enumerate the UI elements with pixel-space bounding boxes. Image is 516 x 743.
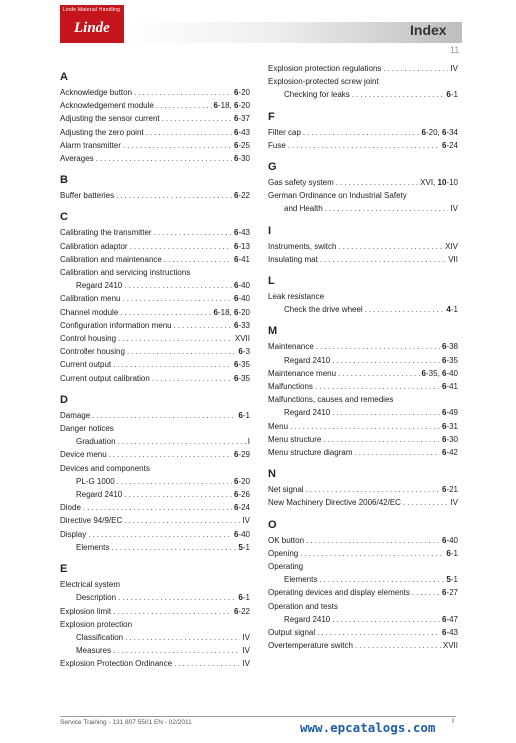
index-entry [60,448,250,461]
index-entry [268,446,458,459]
index-entry-term: Devices and components [60,463,150,473]
index-entry-term: Operating devices and display elements [268,588,410,598]
index-letter-heading: O [268,518,277,531]
dot-leader [124,488,232,501]
index-entry-term: Explosion Protection Ordinance [60,659,173,669]
dot-leader [134,86,232,99]
index-entry-term: Check the drive wheel [284,305,363,315]
index-entry-page-ref: 6-1 [238,410,250,420]
index-entry-page-ref: 6-20 [233,88,250,97]
dot-leader [96,152,232,165]
index-entry [60,618,250,631]
index-entry-page-ref: 6-35 [233,360,250,370]
index-entry-term: Adjusting the sensor current [60,114,160,124]
index-entry-term: Electrical system [60,580,121,590]
index-entry-term: Classification [76,632,124,642]
index-entry [268,176,458,189]
dot-leader [113,605,232,618]
index-entry-term: Description [76,593,117,603]
index-entry-page-ref: 6-40 [233,529,250,539]
index-entry-term: Calibration and servicing instructions [60,268,191,278]
index-entry [60,372,250,385]
index-entry-page-ref: 6-18, 6-20 [213,101,250,111]
index-entry [60,578,250,591]
index-entry-page-ref: 6-1 [446,90,458,100]
index-entry [268,75,458,88]
dot-leader [365,303,445,316]
index-entry [268,253,458,266]
index-entry [268,600,458,613]
index-entry [268,380,458,393]
index-entry-page-ref: 6-49 [441,408,458,418]
index-entry [268,139,458,152]
dot-leader [124,279,232,292]
linde-logo: Linde [74,20,110,36]
index-entry-term: Calibrating the transmitter [60,228,152,238]
dot-leader [383,62,448,75]
dot-leader [92,409,236,422]
index-entry [60,422,250,435]
index-entry [60,462,250,475]
index-entry-term: Net signal [268,485,304,495]
page-title: Index [410,22,447,38]
index-entry-term: Calibration adaptor [60,241,128,251]
index-entry-page-ref: 6-37 [233,114,250,124]
index-letter-heading: I [268,224,272,237]
index-entry [268,202,458,215]
index-entry [268,189,458,202]
index-entry-page-ref: 5-1 [446,575,458,585]
index-entry-term: Acknowledgement module [60,101,154,111]
index-entry-page-ref: 6-24 [233,503,250,513]
index-entry [60,644,250,657]
index-entry-page-ref: IV [242,646,250,656]
index-entry-page-ref: XVII [234,334,250,344]
dot-leader [117,475,232,488]
index-entry-page-ref: 6-35 [441,355,458,365]
index-entry-term: Regard 2410 [284,355,331,365]
index-letter-heading: L [268,275,275,288]
index-entry-term: Filter cap [268,127,301,137]
index-entry-term: New Machinery Directive 2006/42/EC [268,498,401,508]
dot-leader [123,139,232,152]
index-entry-term: Calibration menu [60,294,121,304]
dot-leader [125,631,240,644]
dot-leader [156,99,212,112]
index-entry-page-ref: 6-1 [238,593,250,603]
index-entry [60,112,250,125]
index-entry-term: Danger notices [60,424,114,434]
dot-leader [315,380,440,393]
index-entry-page-ref: 6-31 [441,421,458,431]
dot-leader [174,319,232,332]
footer-doc-info: Service Training - 131 807 5501 EN - 02/2011 [60,719,192,726]
index-entry-page-ref: 6-3 [238,347,250,357]
index-entry-page-ref: 6-43 [441,628,458,638]
index-entry-term: Current output [60,360,112,370]
dot-leader [118,435,246,448]
dot-leader [290,420,440,433]
index-entry-page-ref: XIV [445,241,458,251]
index-entry-page-ref: 6-43 [233,127,250,137]
index-entry-page-ref: 6-35 [233,373,250,383]
index-entry-page-ref: 6-22 [233,191,250,201]
index-entry-term: PL-G 1000 [76,476,115,486]
index-entry-page-ref: 6-29 [233,450,250,460]
index-entry-page-ref: 6-47 [441,614,458,624]
index-letter-heading: M [268,325,278,338]
index-entry-term: German Ordinance on Industrial Safety [268,191,407,201]
index-entry-term: Graduation [76,437,116,447]
dot-leader [320,253,446,266]
dot-leader [332,406,440,419]
index-entry [268,406,458,419]
index-entry-term: Controller housing [60,347,125,357]
index-entry-term: Overtemperature switch [268,641,353,651]
index-entry [60,488,250,501]
index-entry-term: Channel module [60,307,119,317]
dot-leader [154,226,232,239]
index-entry-term: Gas safety system [268,178,334,188]
dot-leader [164,253,232,266]
linde-logo-block [60,5,124,43]
index-entry-term: Malfunctions [268,382,313,392]
dot-leader [116,189,232,202]
index-entry-term: Explosion protection [60,619,133,629]
dot-leader [316,340,440,353]
dot-leader [83,501,232,514]
index-entry-term: Device menu [60,450,107,460]
index-entry-term: Elements [284,575,318,585]
index-letter-heading: A [60,71,68,83]
page-header [0,0,516,55]
index-entry [60,240,250,253]
dot-leader [325,202,449,215]
index-entry [60,514,250,527]
index-entry-term: Leak resistance [268,292,325,302]
dot-leader [120,306,211,319]
index-column-left [60,62,250,671]
index-entry-page-ref: 6-40 [441,535,458,545]
index-entry-page-ref: IV [242,516,250,526]
index-entry-page-ref: 6-1 [446,548,458,558]
index-entry [268,393,458,406]
index-entry-page-ref: 6-40 [233,294,250,304]
index-entry-page-ref: IV [242,659,250,669]
index-entry [60,345,250,358]
footer-page-number: I [452,718,454,725]
dot-leader [124,514,240,527]
index-entry [60,226,250,239]
footer-divider [60,716,456,717]
index-entry-page-ref: 5-1 [238,542,250,552]
index-entry-term: Maintenance menu [268,368,337,378]
index-entry-page-ref: 6-40 [233,281,250,291]
index-entry-page-ref: 6-24 [441,140,458,150]
dot-leader [122,292,232,305]
watermark-url[interactable]: www.epcatalogs.com [300,720,436,735]
index-entry [268,126,458,139]
index-entry-term: Explosion protection regulations [268,64,382,73]
index-entry-term: Configuration information menu [60,320,172,330]
index-entry-term: and Health [284,204,323,214]
index-entry-term: Control housing [60,334,117,344]
dot-leader [319,573,444,586]
page-top-number: 11 [450,45,460,55]
dot-leader [354,446,440,459]
dot-leader [306,483,440,496]
index-entry-term: Fuse [268,140,286,150]
index-entry [268,586,458,599]
index-entry [60,86,250,99]
index-entry [60,605,250,618]
dot-leader [300,547,444,560]
dot-leader [109,448,232,461]
index-entry-page-ref: IV [242,632,250,642]
index-entry [60,99,250,112]
index-letter-heading: B [60,174,68,187]
index-entry-term: OK button [268,535,305,545]
index-entry-term: Alarm transmitter [60,140,121,150]
index-entry [60,152,250,165]
index-entry [268,62,458,75]
index-letter-heading: F [268,110,275,123]
index-entry-term: Buffer batteries [60,191,115,201]
index-entry-term: Display [60,529,87,539]
dot-leader [113,644,240,657]
index-entry [268,547,458,560]
dot-leader [152,372,232,385]
index-column-right [268,62,458,653]
index-entry [60,501,250,514]
index-entry [268,290,458,303]
dot-leader [323,433,440,446]
dot-leader [111,541,236,554]
index-entry [60,253,250,266]
index-entry-term: Insulating mat [268,254,318,264]
index-entry-term: Adjusting the zero point [60,127,144,137]
index-entry [60,332,250,345]
index-entry-term: Explosion-protected screw joint [268,77,379,87]
dot-leader [412,586,440,599]
index-letter-heading: E [60,563,68,576]
index-entry-page-ref: 6-26 [233,490,250,500]
index-entry [268,483,458,496]
index-entry-term: Calibration and maintenance [60,254,162,264]
index-entry-term: Opening [268,548,299,558]
index-entry-page-ref: IV [450,204,458,214]
index-entry [60,306,250,319]
dot-leader [118,591,236,604]
index-entry [268,367,458,380]
index-entry-page-ref: 6-25 [233,140,250,150]
index-entry [60,528,250,541]
dot-leader [288,139,440,152]
index-entry-page-ref: 6-41 [441,382,458,392]
dot-leader [317,626,440,639]
dot-leader [332,354,440,367]
index-entry [60,279,250,292]
index-entry-page-ref: 6-33 [233,320,250,330]
index-entry [60,631,250,644]
dot-leader [352,88,445,101]
index-entry-term: Regard 2410 [76,281,123,291]
index-letter-heading: C [60,211,68,224]
index-entry [60,435,250,448]
index-entry [268,303,458,316]
index-entry [268,626,458,639]
index-letter-heading: D [60,393,68,406]
index-entry-page-ref: VII [448,254,458,264]
index-entry [60,292,250,305]
dot-leader [130,240,232,253]
index-entry-term: Output signal [268,628,316,638]
index-entry-page-ref: 6-20, 6-34 [421,127,458,137]
index-entry-term: Current output calibration [60,373,150,383]
dot-leader [355,639,441,652]
dot-leader [332,613,440,626]
dot-leader [118,332,233,345]
index-entry [268,433,458,446]
dot-leader [146,126,232,139]
index-entry [60,139,250,152]
index-entry-page-ref: 6-30 [233,154,250,164]
index-entry-term: Explosion limit [60,606,112,616]
index-entry [60,657,250,670]
index-entry-term: Instruments, switch [268,241,337,251]
index-entry-page-ref: 4-1 [446,305,458,315]
index-entry-term: Averages [60,154,94,164]
index-entry-page-ref: 6-13 [233,241,250,251]
index-entry [268,613,458,626]
index-entry-term: Elements [76,542,110,552]
index-entry-term: Acknowledge button [60,88,133,97]
index-entry-term: Diode [60,503,81,513]
index-entry [60,358,250,371]
index-entry [60,541,250,554]
index-entry [60,409,250,422]
index-entry-term: Operation and tests [268,601,338,611]
index-entry-term: Regard 2410 [76,490,123,500]
dot-leader [338,240,443,253]
index-entry-term: Maintenance [268,342,314,352]
index-entry-page-ref: 6-18, 6-20 [213,307,250,317]
dot-leader [336,176,418,189]
index-entry-term: Directive 94/9/EC [60,516,123,526]
dot-leader [306,534,440,547]
index-entry [60,475,250,488]
index-entry-page-ref: IV [450,64,458,73]
index-entry-term: Regard 2410 [284,614,331,624]
dot-leader [174,657,240,670]
index-entry [60,319,250,332]
dot-leader [338,367,419,380]
index-entry-page-ref: 6-42 [441,448,458,458]
dot-leader [162,112,232,125]
index-entry-page-ref: 6-22 [233,606,250,616]
index-entry-page-ref: XVII [442,641,458,651]
dot-leader [303,126,420,139]
index-entry-term: Checking for leaks [284,90,350,100]
index-entry-page-ref: I [247,437,250,447]
dot-leader [127,345,236,358]
index-entry-term: Menu [268,421,289,431]
index-entry-term: Malfunctions, causes and remedies [268,395,394,405]
index-letter-heading: N [268,468,276,481]
index-entry-page-ref: 6-20 [233,476,250,486]
index-letter-heading: G [268,161,277,174]
index-entry [268,560,458,573]
index-entry [268,639,458,652]
index-entry [268,534,458,547]
index-entry-term: Damage [60,410,91,420]
index-entry [268,340,458,353]
index-entry-term: Menu structure [268,434,322,444]
index-entry [268,354,458,367]
index-entry [60,591,250,604]
index-entry [60,126,250,139]
index-entry-page-ref: 6-38 [441,342,458,352]
dot-leader [113,358,232,371]
index-entry [268,240,458,253]
index-entry [60,266,250,279]
index-entry [268,573,458,586]
index-entry [268,420,458,433]
index-entry-page-ref: XVI, 10-10 [420,178,458,188]
index-entry-term: Menu structure diagram [268,448,353,458]
dot-leader [88,528,232,541]
index-entry [268,88,458,101]
dot-leader [403,496,448,509]
brand-subtitle: Linde Material Handling [63,7,121,13]
index-entry-page-ref: 6-21 [441,485,458,495]
index-entry-page-ref: 6-30 [441,434,458,444]
index-entry [268,496,458,509]
index-entry-page-ref: 6-35, 6-40 [421,368,458,378]
index-entry-page-ref: 6-41 [233,254,250,264]
index-entry [60,189,250,202]
index-entry-term: Measures [76,646,112,656]
index-entry-page-ref: 6-27 [441,588,458,598]
index-entry-term: Operating [268,562,304,572]
index-entry-term: Regard 2410 [284,408,331,418]
index-entry-page-ref: IV [450,498,458,508]
index-entry-page-ref: 6-43 [233,228,250,238]
